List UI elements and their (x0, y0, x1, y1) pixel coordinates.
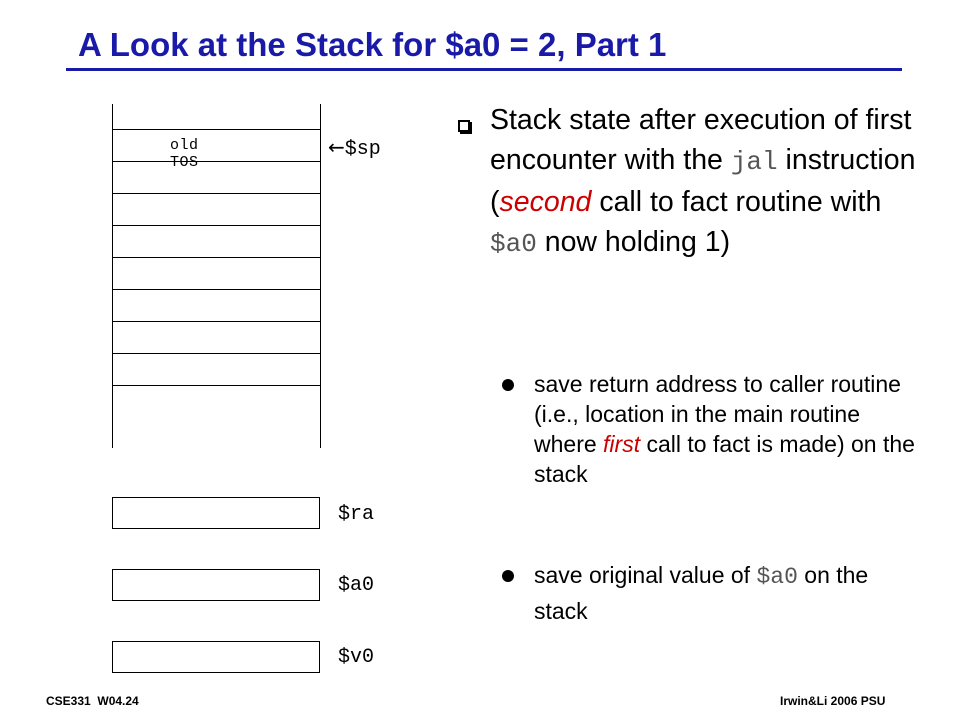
register-label-v0: $v0 (338, 646, 375, 669)
sub-bullet-1: save return address to caller routine (i.e., location in the main routine where first call to fact is made) on the stack (534, 371, 915, 487)
stack-slot-divider (112, 321, 321, 322)
emphasis-first: first (603, 431, 641, 457)
round-bullet-icon (502, 379, 514, 391)
slide-title: A Look at the Stack for $a0 = 2, Part 1 (78, 26, 667, 63)
stack-slot-divider (112, 225, 321, 226)
register-box-v0 (112, 641, 320, 673)
checkbox-bullet-icon (458, 120, 470, 132)
title-underline (66, 68, 902, 71)
a0-code: $a0 (490, 229, 537, 259)
footer-left: CSE331 W04.24 (46, 694, 139, 708)
register-label-ra: $ra (338, 503, 375, 526)
emphasis-second: second (499, 186, 592, 218)
stack-slot-divider (112, 353, 321, 354)
stack-slot-divider (112, 129, 321, 130)
sp-pointer (328, 135, 381, 161)
sub-bullet-2: save original value of $a0 on the stack (534, 562, 869, 624)
register-box-ra (112, 497, 320, 529)
stack-left-wall (112, 104, 113, 448)
stack-slot-divider (112, 161, 321, 162)
old-tos-label: old TOS (170, 137, 199, 171)
stack-right-wall (320, 104, 321, 448)
main-bullet-text: Stack state after execution of first encounter with the jal instruction (second call to fact routine with $a0 now holding 1) (490, 104, 916, 259)
stack-slot-divider (112, 193, 321, 194)
stack-slot-divider (112, 385, 321, 386)
stack-slot-divider (112, 289, 321, 290)
footer-right: Irwin&Li 2006 PSU (780, 694, 886, 708)
stack-slot-divider (112, 257, 321, 258)
register-label-a0: $a0 (338, 574, 375, 597)
left-arrow-icon: ← (328, 135, 345, 159)
round-bullet-icon (502, 570, 514, 582)
jal-code: jal (730, 147, 778, 177)
a0-code: $a0 (756, 564, 798, 590)
register-box-a0 (112, 569, 320, 601)
sp-label: $sp (344, 138, 381, 161)
